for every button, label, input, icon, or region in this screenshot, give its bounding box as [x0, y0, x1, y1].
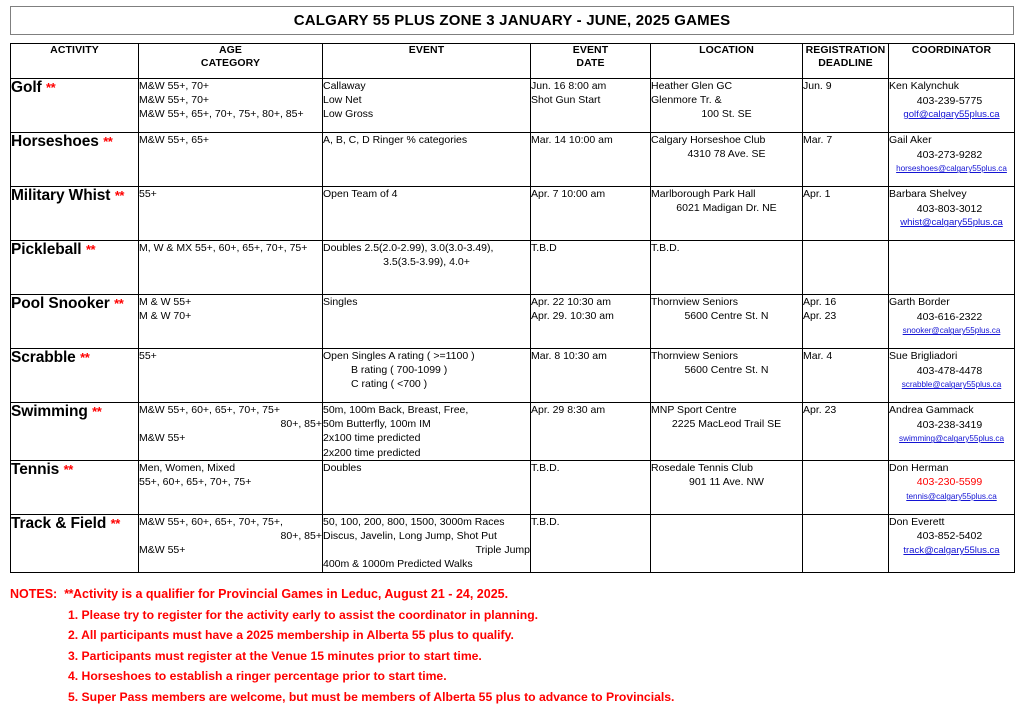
coordinator-email-link[interactable]: golf@calgary55plus.ca	[903, 109, 1000, 121]
note-item: 3. Participants must register at the Venue 15 minutes prior to start time.	[68, 648, 482, 663]
header-line-1: REGISTRATION	[805, 44, 886, 56]
location-cell	[651, 79, 803, 133]
column-header-activity	[11, 44, 139, 79]
coordinator-name: Andrea Gammack	[889, 404, 974, 416]
coordinator-email-link[interactable]: snooker@calgary55plus.ca	[902, 326, 1001, 336]
registration-deadline-line: Jun. 9	[803, 80, 832, 92]
age-category-cell-line: M&W 55+, 70+	[139, 94, 210, 107]
registration-deadline-cell	[803, 241, 889, 295]
coordinator-email-link[interactable]: swimming@calgary55plus.ca	[899, 434, 1004, 444]
activity-name: Horseshoes	[11, 133, 99, 150]
event-date-cell-line: Apr. 7 10:00 am	[531, 188, 606, 200]
event-cell-line: 400m & 1000m Predicted Walks	[323, 558, 473, 571]
age-category-cell-line: M&W 55+	[139, 544, 186, 557]
table-row	[11, 349, 1015, 403]
event-cell	[323, 241, 531, 295]
coordinator-name: Barbara Shelvey	[889, 188, 967, 200]
note-item: 1. Please try to register for the activity early to assist the coordinator in planning.	[68, 607, 539, 622]
registration-deadline-cell	[803, 187, 889, 241]
coordinator-cell	[889, 241, 1015, 295]
header-line-1: EVENT	[572, 44, 609, 56]
event-date-cell-line: Jun. 16 8:00 am	[531, 80, 607, 92]
activity-name: Track & Field	[11, 514, 107, 532]
event-date-cell-line: Apr. 22 10:30 am	[531, 296, 611, 308]
qualifier-marker: **	[110, 515, 120, 531]
registration-deadline-cell	[803, 349, 889, 403]
event-cell	[323, 187, 531, 241]
event-cell-line: Open Team of 4	[323, 188, 398, 200]
registration-deadline-line: Mar. 7	[803, 134, 833, 146]
age-category-cell	[139, 187, 323, 241]
event-cell-line: Doubles 2.5(2.0-2.99), 3.0(3.0-3.49),	[323, 242, 494, 254]
table-row	[11, 241, 1015, 295]
header-line-1: AGE	[218, 44, 243, 56]
location-cell-line: 100 St. SE	[701, 108, 752, 121]
activity-cell-tennis	[11, 460, 139, 514]
location-cell	[651, 187, 803, 241]
games-schedule-table	[10, 43, 1015, 573]
event-cell-line: 2x200 time predicted	[323, 446, 421, 459]
activity-cell-swimming	[11, 403, 139, 461]
location-cell-line: Glenmore Tr. &	[651, 94, 722, 107]
coordinator-email-link[interactable]: tennis@calgary55plus.ca	[906, 492, 997, 501]
header-line-2: DATE	[576, 56, 605, 69]
event-date-cell	[531, 295, 651, 349]
event-date-cell	[531, 349, 651, 403]
notes-qualifier-stars: **	[64, 586, 73, 601]
location-cell-line: Marlborough Park Hall	[651, 188, 756, 200]
event-cell	[323, 79, 531, 133]
event-cell	[323, 133, 531, 187]
qualifier-marker: **	[114, 188, 124, 203]
event-date-cell	[531, 133, 651, 187]
qualifier-marker: **	[114, 296, 124, 311]
table-row	[11, 403, 1015, 461]
location-cell-line: Heather Glen GC	[651, 80, 733, 92]
qualifier-marker: **	[80, 350, 90, 365]
coordinator-name: Gail Aker	[889, 134, 932, 146]
location-cell-line: T.B.D.	[651, 242, 680, 254]
header-row	[11, 44, 1015, 79]
coordinator-phone: 403-239-5775	[916, 94, 983, 107]
activity-cell-track-field	[11, 514, 139, 572]
location-cell-line: Thornview Seniors	[651, 350, 738, 362]
coordinator-phone: 403-803-3012	[916, 202, 983, 215]
event-date-cell-line: Mar. 14 10:00 am	[531, 134, 613, 146]
activity-cell-golf	[11, 79, 139, 133]
event-date-cell-line: Shot Gun Start	[531, 94, 601, 107]
qualifier-marker: **	[46, 80, 56, 95]
coordinator-cell	[889, 187, 1015, 241]
page-title: CALGARY 55 PLUS ZONE 3 JANUARY - JUNE, 2025 GAMES	[10, 6, 1014, 35]
age-category-cell-line: M&W 55+, 60+, 65+, 70+, 75+,	[139, 515, 283, 528]
activity-name: Tennis	[11, 460, 60, 478]
table-row	[11, 187, 1015, 241]
notes-label: NOTES:	[10, 586, 58, 601]
qualifier-marker: **	[103, 134, 113, 149]
age-category-cell	[139, 403, 323, 461]
event-cell-line: Low Gross	[323, 108, 374, 121]
registration-deadline-line: Apr. 23	[803, 404, 837, 416]
header-line-2: CATEGORY	[200, 56, 261, 69]
event-date-cell-line: T.B.D.	[531, 461, 560, 474]
age-category-cell	[139, 133, 323, 187]
location-cell-line: Thornview Seniors	[651, 296, 738, 308]
column-header-deadline	[803, 44, 889, 79]
column-header-coordinator	[889, 44, 1015, 79]
age-category-cell-line: M & W 70+	[139, 310, 192, 323]
coordinator-cell	[889, 79, 1015, 133]
event-cell-line: A, B, C, D Ringer % categories	[323, 134, 468, 146]
location-cell	[651, 241, 803, 295]
header-line-2: DEADLINE	[818, 56, 873, 69]
age-category-cell-line: M&W 55+	[139, 432, 186, 445]
event-cell-line: Open Singles A rating ( >=1100 )	[323, 350, 475, 362]
qualifier-marker: **	[63, 461, 73, 477]
event-cell	[323, 295, 531, 349]
coordinator-cell	[889, 403, 1015, 461]
activity-cell-pickleball	[11, 241, 139, 295]
age-category-cell-line: M&W 55+, 60+, 65+, 70+, 75+	[139, 404, 280, 416]
age-category-cell	[139, 349, 323, 403]
location-cell-line: Calgary Horseshoe Club	[651, 134, 766, 146]
registration-deadline-line: Mar. 4	[803, 350, 833, 362]
event-cell-line: 50, 100, 200, 800, 1500, 3000m Races	[323, 515, 505, 528]
header-line-2: ACTIVITY	[50, 44, 99, 56]
activity-name: Military Whist	[11, 187, 111, 204]
registration-deadline-cell	[803, 295, 889, 349]
location-cell	[651, 295, 803, 349]
activity-name: Pickleball	[11, 241, 82, 258]
event-cell	[323, 460, 531, 514]
age-category-cell-line: 55+	[139, 188, 157, 200]
activity-name: Swimming	[11, 403, 88, 420]
coordinator-phone: 403-852-5402	[916, 530, 983, 543]
location-cell-line: 5600 Centre St. N	[684, 310, 769, 323]
event-date-cell-line: T.B.D	[531, 242, 557, 254]
activity-name: Pool Snooker	[11, 295, 110, 312]
coordinator-email-link[interactable]: track@calgary55lus.ca	[903, 545, 1000, 556]
age-category-cell	[139, 460, 323, 514]
notes-list	[10, 601, 1014, 708]
age-category-cell	[139, 79, 323, 133]
coordinator-email-link[interactable]: whist@calgary55plus.ca	[900, 217, 1003, 229]
age-category-cell	[139, 295, 323, 349]
event-date-cell	[531, 514, 651, 572]
age-category-cell-line: M & W 55+	[139, 296, 192, 308]
event-cell	[323, 403, 531, 461]
coordinator-cell	[889, 295, 1015, 349]
header-line-2: LOCATION	[699, 44, 754, 56]
registration-deadline-cell	[803, 514, 889, 572]
event-cell-line: B rating ( 700-1099 )	[351, 364, 448, 377]
coordinator-name: Don Herman	[889, 461, 949, 474]
age-category-cell-line: 80+, 85+	[280, 418, 322, 431]
table-row	[11, 79, 1015, 133]
table-body	[11, 79, 1015, 573]
activity-cell-military-whist	[11, 187, 139, 241]
activity-cell-pool-snooker	[11, 295, 139, 349]
age-category-cell-line: 55+	[139, 350, 157, 362]
location-cell-line: MNP Sport Centre	[651, 404, 737, 416]
column-header-event	[323, 44, 531, 79]
header-line-2: EVENT	[408, 44, 445, 56]
table-header	[11, 44, 1015, 79]
coordinator-phone: 403-230-5599	[916, 476, 983, 489]
event-cell-line: Low Net	[323, 94, 362, 107]
age-category-cell-line: M&W 55+, 70+	[139, 80, 210, 92]
registration-deadline-cell	[803, 133, 889, 187]
event-date-cell	[531, 187, 651, 241]
coordinator-cell	[889, 514, 1015, 572]
location-cell	[651, 349, 803, 403]
age-category-cell-line: 80+, 85+	[280, 530, 322, 543]
location-cell	[651, 403, 803, 461]
column-header-category	[139, 44, 323, 79]
event-cell-line: C rating ( <700 )	[351, 378, 428, 391]
note-item: 2. All participants must have a 2025 membership in Alberta 55 plus to qualify.	[68, 628, 514, 643]
event-cell	[323, 349, 531, 403]
column-header-date	[531, 44, 651, 79]
registration-deadline-cell	[803, 403, 889, 461]
location-cell-line: 5600 Centre St. N	[684, 364, 769, 377]
coordinator-name: Ken Kalynchuk	[889, 80, 960, 92]
activity-cell-horseshoes	[11, 133, 139, 187]
age-category-cell-line: M&W 55+, 65+	[139, 134, 210, 146]
coordinator-phone: 403-616-2322	[916, 310, 983, 323]
coordinator-name: Garth Border	[889, 296, 950, 308]
location-cell-line: 6021 Madigan Dr. NE	[676, 202, 777, 215]
event-date-cell	[531, 241, 651, 295]
registration-deadline-cell	[803, 460, 889, 514]
event-date-cell	[531, 79, 651, 133]
table-row	[11, 295, 1015, 349]
event-date-cell-line: Mar. 8 10:30 am	[531, 350, 607, 362]
table-row	[11, 460, 1015, 514]
notes-headline-text: Activity is a qualifier for Provincial Games in Leduc, August 21 - 24, 2025.	[72, 586, 509, 601]
activity-name: Scrabble	[11, 349, 76, 366]
coordinator-phone: 403-273-9282	[916, 148, 983, 161]
age-category-cell	[139, 514, 323, 572]
age-category-cell-line: Men, Women, Mixed	[139, 461, 236, 474]
qualifier-marker: **	[85, 242, 96, 257]
location-cell-line: 4310 78 Ave. SE	[687, 148, 766, 161]
location-cell	[651, 514, 803, 572]
table-row	[11, 133, 1015, 187]
registration-deadline-line: Apr. 16	[803, 296, 837, 308]
event-cell-line: Callaway	[323, 80, 366, 92]
activity-cell-scrabble	[11, 349, 139, 403]
coordinator-cell	[889, 349, 1015, 403]
coordinator-email-link[interactable]: scrabble@calgary55plus.ca	[901, 380, 1002, 390]
event-cell-line: Singles	[323, 296, 358, 308]
event-cell-line: Triple Jump	[475, 544, 530, 557]
age-category-cell-line: M, W & MX 55+, 60+, 65+, 70+, 75+	[139, 242, 308, 254]
coordinator-email-link[interactable]: horseshoes@calgary55plus.ca	[896, 164, 1007, 174]
note-item: 5. Super Pass members are welcome, but must be members of Alberta 55 plus to advance to Provincials.	[68, 689, 675, 704]
event-cell-line: Discus, Javelin, Long Jump, Shot Put	[323, 530, 497, 543]
age-category-cell-line: M&W 55+, 65+, 70+, 75+, 80+, 85+	[139, 108, 304, 121]
event-cell-line: 50m, 100m Back, Breast, Free,	[323, 404, 469, 416]
note-item: 4. Horseshoes to establish a ringer percentage prior to start time.	[68, 669, 447, 684]
coordinator-cell	[889, 460, 1015, 514]
event-date-cell	[531, 460, 651, 514]
event-date-cell-line: Apr. 29. 10:30 am	[531, 310, 614, 323]
location-cell	[651, 133, 803, 187]
header-line-2: COORDINATOR	[911, 44, 992, 56]
event-cell-line: 3.5(3.5-3.99), 4.0+	[383, 256, 470, 269]
table-row	[11, 514, 1015, 572]
notes-section	[10, 587, 1014, 708]
location-cell-line: 901 11 Ave. NW	[689, 476, 764, 489]
event-cell-line: 2x100 time predicted	[323, 432, 421, 445]
event-date-cell-line: T.B.D.	[531, 515, 560, 528]
event-cell	[323, 514, 531, 572]
coordinator-name: Sue Brigliadori	[889, 350, 958, 362]
column-header-location	[651, 44, 803, 79]
event-cell-line: Doubles	[323, 461, 362, 474]
coordinator-phone: 403-478-4478	[916, 364, 983, 377]
activity-name: Golf	[11, 79, 42, 96]
registration-deadline-line: Apr. 23	[803, 310, 837, 323]
registration-deadline-line: Apr. 1	[803, 188, 831, 200]
coordinator-cell	[889, 133, 1015, 187]
qualifier-marker: **	[92, 404, 102, 419]
notes-headline	[10, 587, 1014, 601]
age-category-cell	[139, 241, 323, 295]
location-cell	[651, 460, 803, 514]
age-category-cell-line: 55+, 60+, 65+, 70+, 75+	[139, 476, 252, 489]
location-cell-line: Rosedale Tennis Club	[651, 461, 753, 474]
event-cell-line: 50m Butterfly, 100m IM	[323, 418, 431, 431]
coordinator-name: Don Everett	[889, 515, 945, 528]
registration-deadline-cell	[803, 79, 889, 133]
event-date-cell-line: Apr. 29 8:30 am	[531, 404, 606, 416]
location-cell-line: 2225 MacLeod Trail SE	[671, 418, 782, 431]
event-date-cell	[531, 403, 651, 461]
coordinator-phone: 403-238-3419	[916, 418, 983, 431]
